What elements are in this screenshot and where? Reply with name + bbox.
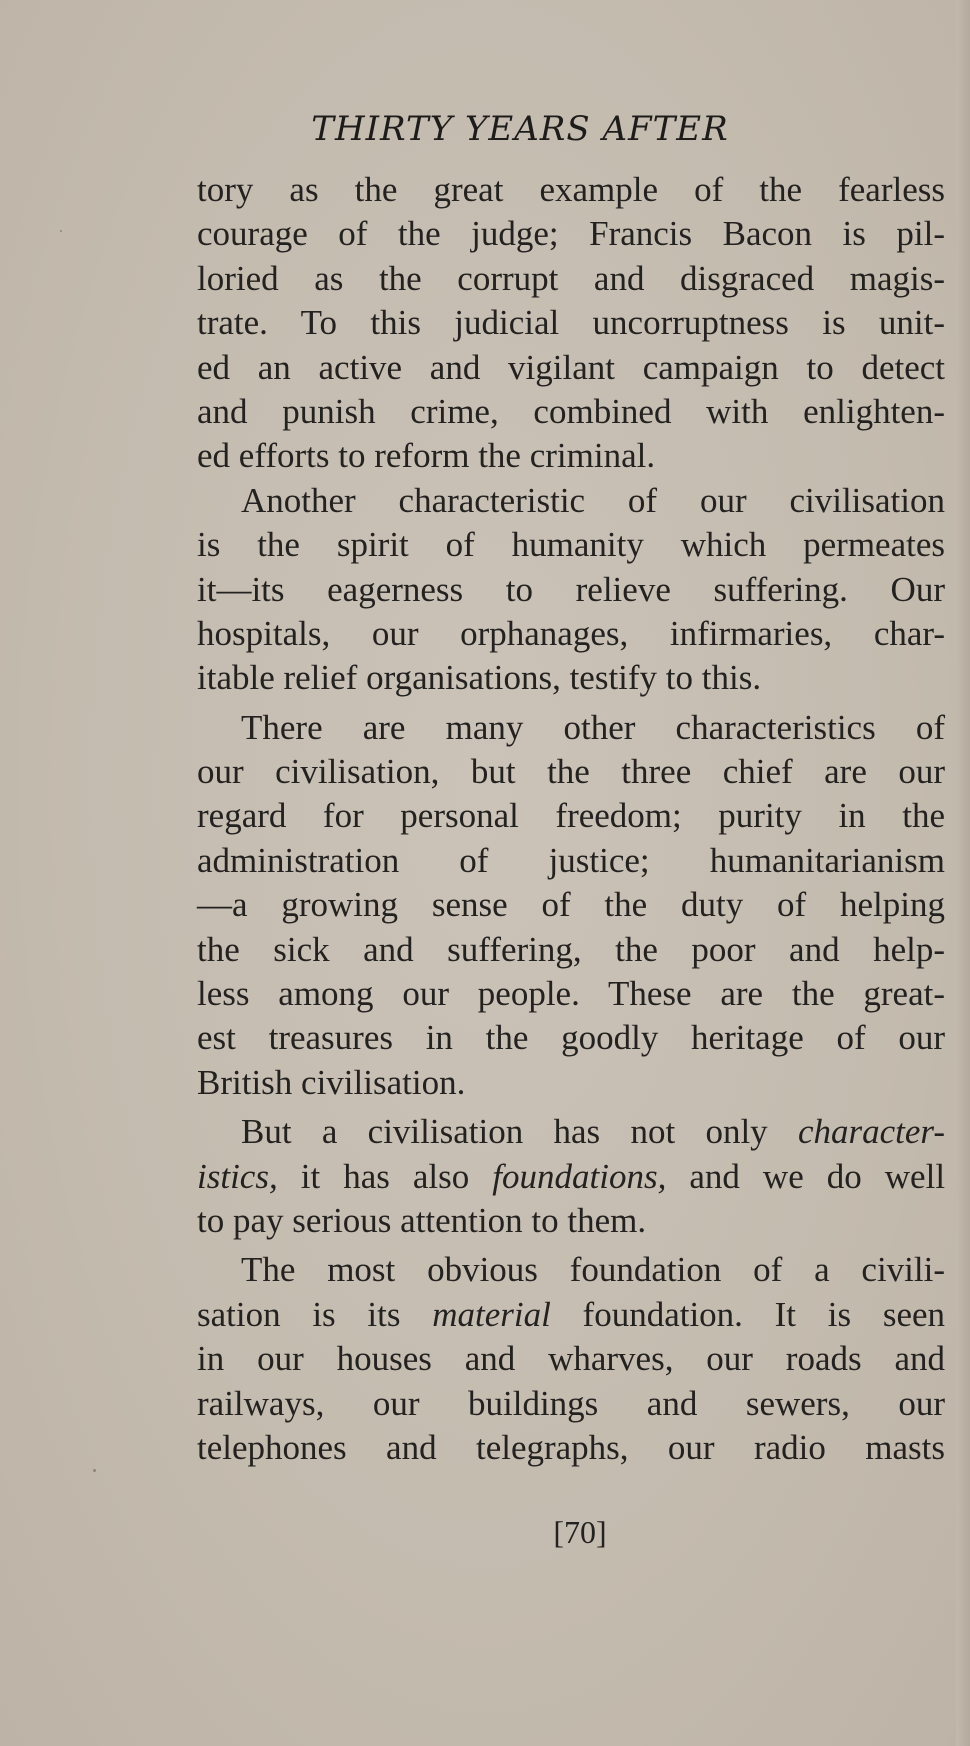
page-edge-shadow	[956, 0, 970, 1746]
text-line: itable relief organisations, testify to this.	[197, 658, 762, 698]
text-line: loried as the corrupt and disgraced magis-	[197, 258, 945, 298]
italic-term: material	[432, 1294, 551, 1334]
text-line: The most obvious foundation of a civili-	[241, 1250, 945, 1290]
text-line	[197, 1293, 945, 1337]
text-line: administration of justice; humanitarianism	[197, 840, 945, 880]
text-run: foundation. It is seen	[582, 1294, 946, 1334]
text-line: our civilisation, but the three chief are our	[197, 752, 945, 792]
italic-term: istics,	[197, 1156, 278, 1196]
text-line: British civilisation.	[197, 1062, 466, 1102]
text-line: is the spirit of humanity which permeates	[197, 525, 945, 565]
text-line	[197, 1110, 945, 1154]
text-line: the sick and suffering, the poor and help-	[197, 929, 945, 969]
text-line: Another characteristic of our civilisation	[241, 480, 945, 520]
text-run: and we do well	[689, 1156, 946, 1196]
page-number: [70]	[553, 1514, 607, 1550]
text-line: and punish crime, combined with enlighten-	[197, 391, 945, 431]
italic-term: foundations,	[492, 1156, 667, 1196]
text-line: to pay serious attention to them.	[197, 1200, 647, 1240]
text-run: But a civilisation has not only	[241, 1112, 768, 1152]
text-line: ed efforts to reform the criminal.	[197, 436, 656, 476]
text-line: est treasures in the goodly heritage of our	[197, 1018, 945, 1058]
text-run: it has also	[300, 1156, 470, 1196]
text-line: telephones and telegraphs, our radio masts	[197, 1427, 945, 1467]
text-line: hospitals, our orphanages, infirmaries, char-	[197, 613, 945, 653]
text-line	[197, 1155, 945, 1199]
text-line: less among our people. These are the great-	[197, 974, 945, 1014]
text-line: tory as the great example of the fearless	[197, 170, 945, 209]
text-line: ed an active and vigilant campaign to detect	[197, 347, 945, 387]
paper-speck	[93, 1469, 96, 1472]
text-run: sation is its	[197, 1294, 401, 1334]
text-line: in our houses and wharves, our roads and	[197, 1339, 945, 1379]
text-line: railways, our buildings and sewers, our	[197, 1383, 945, 1423]
text-line: trate. To this judicial uncorruptness is unit-	[197, 303, 945, 343]
text-line: There are many other characteristics of	[241, 707, 945, 747]
text-line: —a growing sense of the duty of helping	[197, 885, 945, 925]
text-line: regard for personal freedom; purity in the	[197, 796, 945, 836]
paper-speck	[60, 230, 62, 232]
running-header: THIRTY YEARS AFTER	[311, 109, 729, 149]
text-line: it—its eagerness to relieve suffering. Our	[197, 569, 945, 609]
italic-term: character-	[797, 1112, 946, 1152]
text-line: courage of the judge; Francis Bacon is pil-	[197, 214, 945, 254]
body-text	[197, 168, 945, 1470]
